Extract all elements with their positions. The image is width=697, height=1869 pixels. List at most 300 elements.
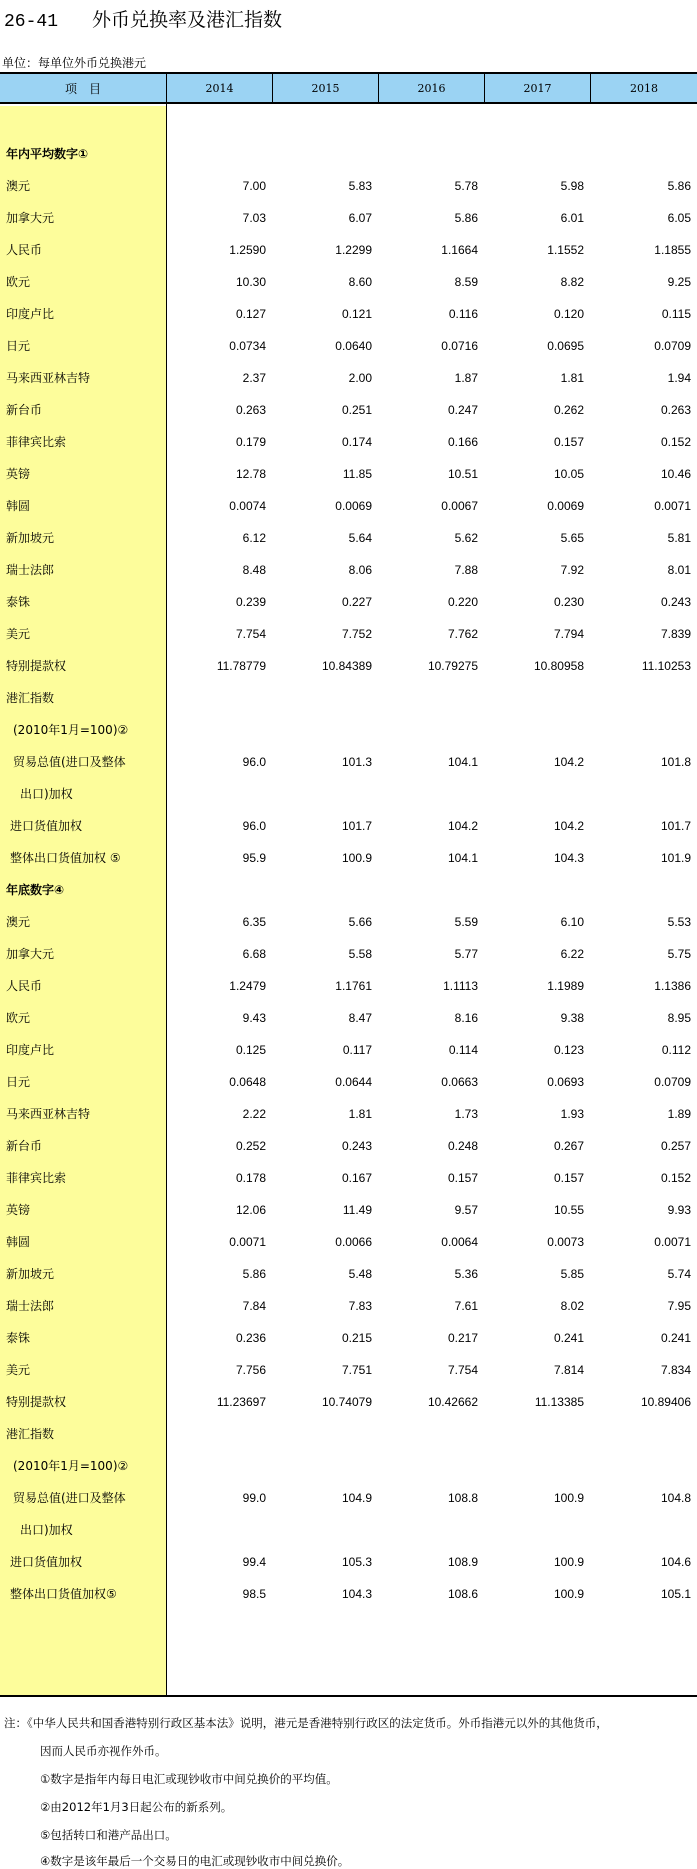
page-title	[4, 6, 282, 34]
cell-value: 0.239	[235, 595, 266, 609]
header-divider	[590, 72, 591, 104]
cell-value: 0.0693	[547, 1075, 584, 1089]
cell-value: 101.8	[660, 755, 691, 769]
table-row	[0, 810, 697, 842]
cell-value: 0.0648	[229, 1075, 266, 1089]
table-row	[0, 1546, 697, 1578]
cell-value: 0.0709	[654, 339, 691, 353]
exchange-rate-table	[0, 72, 697, 1697]
cell-value: 0.267	[553, 1139, 584, 1153]
cell-value: 11.23697	[216, 1395, 266, 1409]
table-row	[0, 1258, 697, 1290]
cell-value: 0.0067	[441, 499, 478, 513]
row-label: 韩圆	[6, 499, 31, 513]
cell-value: 1.81	[348, 1107, 372, 1121]
cell-value: 1.2299	[335, 243, 372, 257]
cell-value: 7.61	[454, 1299, 478, 1313]
row-label: 美元	[6, 1363, 31, 1377]
cell-value: 8.16	[454, 1011, 478, 1025]
table-row	[0, 234, 697, 266]
cell-value: 10.42662	[427, 1395, 478, 1409]
cell-value: 5.64	[348, 531, 372, 545]
table-row	[0, 330, 697, 362]
cell-value: 0.157	[447, 1171, 478, 1185]
table-row	[0, 554, 697, 586]
cell-value: 7.03	[242, 211, 266, 225]
cell-value: 5.86	[454, 211, 478, 225]
row-label: 进口货值加权	[10, 1555, 83, 1569]
cell-value: 6.68	[242, 947, 266, 961]
row-label: 特别提款权	[6, 659, 67, 673]
cell-value: 8.06	[348, 563, 372, 577]
cell-value: 9.93	[667, 1203, 691, 1217]
row-label: 贸易总值(进口及整体	[13, 755, 126, 769]
row-label: 年内平均数字①	[6, 147, 89, 161]
unit-note: 单位：每单位外币兑换港元	[2, 56, 147, 70]
cell-value: 96.0	[242, 755, 266, 769]
table-row	[0, 1354, 697, 1386]
row-label: 菲律宾比索	[6, 1171, 67, 1185]
table-row	[0, 906, 697, 938]
header-divider	[272, 72, 273, 104]
row-label: (2010年1月=100)②	[13, 1459, 129, 1473]
cell-value: 5.86	[667, 179, 691, 193]
row-label: 英镑	[6, 467, 31, 481]
cell-value: 104.6	[660, 1555, 691, 1569]
cell-value: 7.762	[447, 627, 478, 641]
row-label: 新台币	[6, 1139, 43, 1153]
cell-value: 95.9	[242, 851, 266, 865]
cell-value: 0.247	[447, 403, 478, 417]
table-row	[0, 1066, 697, 1098]
cell-value: 0.243	[341, 1139, 372, 1153]
cell-value: 1.1761	[335, 979, 372, 993]
cell-value: 5.75	[667, 947, 691, 961]
cell-value: 5.77	[454, 947, 478, 961]
table-row	[0, 1162, 697, 1194]
cell-value: 12.78	[235, 467, 266, 481]
cell-value: 7.814	[553, 1363, 584, 1377]
cell-value: 5.53	[667, 915, 691, 929]
cell-value: 1.94	[667, 371, 691, 385]
cell-value: 0.127	[235, 307, 266, 321]
table-row	[0, 1514, 697, 1546]
header-year-2014: 2014	[167, 72, 272, 104]
cell-value: 7.95	[667, 1299, 691, 1313]
table-row	[0, 618, 697, 650]
cell-value: 1.1552	[547, 243, 584, 257]
header-year-2018: 2018	[591, 72, 697, 104]
table-row	[0, 714, 697, 746]
cell-value: 7.84	[242, 1299, 266, 1313]
cell-value: 5.65	[560, 531, 584, 545]
cell-value: 101.9	[660, 851, 691, 865]
cell-value: 8.95	[667, 1011, 691, 1025]
cell-value: 0.243	[660, 595, 691, 609]
table-row	[0, 1322, 697, 1354]
table-row	[0, 298, 697, 330]
table-row	[0, 170, 697, 202]
cell-value: 0.116	[448, 307, 478, 321]
row-label: 新加坡元	[6, 1267, 55, 1281]
cell-value: 108.9	[447, 1555, 478, 1569]
cell-value: 1.1113	[443, 979, 478, 993]
cell-value: 7.83	[348, 1299, 372, 1313]
cell-value: 0.0071	[654, 1235, 691, 1249]
cell-value: 0.0069	[335, 499, 372, 513]
cell-value: 5.62	[454, 531, 478, 545]
table-row	[0, 362, 697, 394]
cell-value: 0.262	[553, 403, 584, 417]
cell-value: 6.12	[242, 531, 266, 545]
footnote: 因而人民币亦视作外币。	[40, 1744, 167, 1758]
table-row	[0, 586, 697, 618]
header-year-2017: 2017	[485, 72, 590, 104]
footnote: ①数字是指年内每日电汇或现钞收市中间兑换价的平均值。	[40, 1772, 338, 1786]
cell-value: 6.22	[560, 947, 584, 961]
cell-value: 1.1855	[654, 243, 691, 257]
table-row	[0, 1034, 697, 1066]
table-row	[0, 1002, 697, 1034]
cell-value: 105.3	[341, 1555, 372, 1569]
cell-value: 8.47	[348, 1011, 372, 1025]
cell-value: 101.3	[341, 755, 372, 769]
cell-value: 104.1	[447, 755, 478, 769]
cell-value: 6.01	[560, 211, 584, 225]
row-label: 人民币	[6, 243, 43, 257]
cell-value: 5.59	[454, 915, 478, 929]
cell-value: 11.49	[342, 1203, 372, 1217]
header-item: 项 目	[0, 72, 166, 104]
cell-value: 0.0073	[547, 1235, 584, 1249]
cell-value: 5.58	[348, 947, 372, 961]
cell-value: 0.0734	[229, 339, 266, 353]
cell-value: 0.0071	[654, 499, 691, 513]
cell-value: 101.7	[660, 819, 691, 833]
cell-value: 1.1386	[654, 979, 691, 993]
table-row	[0, 1482, 697, 1514]
row-label: 港汇指数	[6, 1427, 55, 1441]
cell-value: 5.78	[454, 179, 478, 193]
cell-value: 10.84389	[321, 659, 372, 673]
cell-value: 0.257	[660, 1139, 691, 1153]
row-label: 出口)加权	[20, 787, 73, 801]
cell-value: 10.55	[553, 1203, 584, 1217]
footnote: ④数字是该年最后一个交易日的电汇或现钞收市中间兑换价。	[40, 1854, 350, 1868]
cell-value: 8.48	[242, 563, 266, 577]
cell-value: 8.59	[454, 275, 478, 289]
row-label: 澳元	[6, 179, 31, 193]
row-label: 加拿大元	[6, 947, 55, 961]
cell-value: 0.123	[553, 1043, 584, 1057]
cell-value: 0.121	[341, 307, 372, 321]
table-row	[0, 394, 697, 426]
cell-value: 8.60	[348, 275, 372, 289]
row-label: 泰铢	[6, 595, 31, 609]
cell-value: 98.5	[242, 1587, 266, 1601]
cell-value: 5.85	[560, 1267, 584, 1281]
table-row	[0, 650, 697, 682]
cell-value: 5.66	[348, 915, 372, 929]
cell-value: 0.166	[447, 435, 478, 449]
cell-value: 0.263	[235, 403, 266, 417]
table-row	[0, 1130, 697, 1162]
table-row	[0, 1418, 697, 1450]
cell-value: 1.87	[454, 371, 478, 385]
row-label: 瑞士法郎	[6, 1299, 55, 1313]
cell-value: 0.227	[341, 595, 372, 609]
row-label: 印度卢比	[6, 1043, 55, 1057]
cell-value: 5.86	[242, 1267, 266, 1281]
table-row	[0, 874, 697, 906]
cell-value: 100.9	[553, 1491, 584, 1505]
cell-value: 5.74	[667, 1267, 691, 1281]
table-row	[0, 778, 697, 810]
cell-value: 0.157	[553, 1171, 584, 1185]
cell-value: 0.0071	[229, 1235, 266, 1249]
cell-value: 10.46	[660, 467, 691, 481]
cell-value: 1.2590	[229, 243, 266, 257]
cell-value: 11.85	[342, 467, 372, 481]
cell-value: 0.157	[553, 435, 584, 449]
footnote: ②由2012年1月3日起公布的新系列。	[40, 1800, 233, 1814]
cell-value: 0.252	[235, 1139, 266, 1153]
cell-value: 8.82	[560, 275, 584, 289]
cell-value: 10.74079	[321, 1395, 372, 1409]
table-row	[0, 1226, 697, 1258]
row-label: 印度卢比	[6, 307, 55, 321]
row-label: 新台币	[6, 403, 43, 417]
cell-value: 10.05	[553, 467, 584, 481]
cell-value: 0.115	[661, 307, 691, 321]
header-divider	[378, 72, 379, 104]
cell-value: 2.37	[242, 371, 266, 385]
cell-value: 100.9	[341, 851, 372, 865]
cell-value: 104.9	[341, 1491, 372, 1505]
cell-value: 9.25	[667, 275, 691, 289]
cell-value: 5.98	[560, 179, 584, 193]
cell-value: 0.0644	[335, 1075, 372, 1089]
cell-value: 0.125	[235, 1043, 266, 1057]
header-year-2016: 2016	[379, 72, 484, 104]
row-label: 贸易总值(进口及整体	[13, 1491, 126, 1505]
cell-value: 0.167	[341, 1171, 372, 1185]
cell-value: 6.07	[348, 211, 372, 225]
table-row	[0, 266, 697, 298]
row-label: (2010年1月=100)②	[13, 723, 129, 737]
table-row	[0, 682, 697, 714]
table-row	[0, 970, 697, 1002]
cell-value: 0.0663	[441, 1075, 478, 1089]
cell-value: 0.241	[553, 1331, 584, 1345]
cell-value: 0.220	[447, 595, 478, 609]
cell-value: 7.754	[447, 1363, 478, 1377]
cell-value: 6.10	[560, 915, 584, 929]
cell-value: 5.83	[348, 179, 372, 193]
cell-value: 0.179	[235, 435, 266, 449]
cell-value: 0.0064	[441, 1235, 478, 1249]
row-label: 马来西亚林吉特	[6, 1107, 91, 1121]
cell-value: 5.81	[667, 531, 691, 545]
cell-value: 7.754	[235, 627, 266, 641]
cell-value: 0.241	[660, 1331, 691, 1345]
table-header	[0, 72, 697, 106]
cell-value: 0.236	[235, 1331, 266, 1345]
cell-value: 0.230	[553, 595, 584, 609]
cell-value: 7.794	[553, 627, 584, 641]
row-label: 马来西亚林吉特	[6, 371, 91, 385]
cell-value: 1.2479	[229, 979, 266, 993]
table-row	[0, 938, 697, 970]
cell-value: 11.78779	[216, 659, 266, 673]
table-row	[0, 202, 697, 234]
cell-value: 7.92	[560, 563, 584, 577]
cell-value: 10.51	[447, 467, 478, 481]
table-row	[0, 1194, 697, 1226]
cell-value: 1.81	[560, 371, 584, 385]
footnote: 注：《中华人民共和国香港特别行政区基本法》说明，港元是香港特别行政区的法定货币。外币指港元以外的其他货币，	[4, 1716, 608, 1730]
cell-value: 0.117	[342, 1043, 372, 1057]
cell-value: 2.22	[242, 1107, 266, 1121]
cell-value: 8.01	[667, 563, 691, 577]
cell-value: 6.35	[242, 915, 266, 929]
table-row	[0, 842, 697, 874]
cell-value: 0.0709	[654, 1075, 691, 1089]
header-year-2015: 2015	[273, 72, 378, 104]
cell-value: 104.3	[341, 1587, 372, 1601]
cell-value: 7.88	[454, 563, 478, 577]
row-label: 整体出口货值加权 ⑤	[10, 851, 121, 865]
row-label: 出口)加权	[20, 1523, 73, 1537]
row-label: 英镑	[6, 1203, 31, 1217]
cell-value: 100.9	[553, 1555, 584, 1569]
cell-value: 9.38	[560, 1011, 584, 1025]
cell-value: 7.756	[235, 1363, 266, 1377]
cell-value: 8.02	[560, 1299, 584, 1313]
cell-value: 1.89	[667, 1107, 691, 1121]
cell-value: 108.8	[447, 1491, 478, 1505]
cell-value: 0.263	[660, 403, 691, 417]
cell-value: 1.1664	[441, 243, 478, 257]
cell-value: 10.89406	[640, 1395, 691, 1409]
table-row	[0, 106, 697, 138]
table-row	[0, 138, 697, 170]
cell-value: 7.752	[341, 627, 372, 641]
table-row	[0, 1098, 697, 1130]
cell-value: 2.00	[348, 371, 372, 385]
cell-value: 0.0640	[335, 339, 372, 353]
cell-value: 0.152	[660, 435, 691, 449]
table-bottom-rule	[0, 1695, 697, 1697]
cell-value: 0.0074	[229, 499, 266, 513]
cell-value: 12.06	[235, 1203, 266, 1217]
cell-value: 1.93	[560, 1107, 584, 1121]
row-label: 日元	[6, 1075, 31, 1089]
cell-value: 7.751	[341, 1363, 372, 1377]
cell-value: 9.57	[454, 1203, 478, 1217]
table-row	[0, 1386, 697, 1418]
table-row	[0, 458, 697, 490]
table-title: 外币兑换率及港汇指数	[92, 9, 283, 31]
cell-value: 104.2	[553, 755, 584, 769]
cell-value: 96.0	[242, 819, 266, 833]
row-label: 欧元	[6, 1011, 31, 1025]
cell-value: 7.834	[660, 1363, 691, 1377]
cell-value: 0.215	[341, 1331, 372, 1345]
table-row	[0, 426, 697, 458]
row-label: 泰铢	[6, 1331, 31, 1345]
cell-value: 104.2	[447, 819, 478, 833]
row-label: 年底数字④	[6, 883, 65, 897]
cell-value: 9.43	[242, 1011, 266, 1025]
row-label: 韩圆	[6, 1235, 31, 1249]
row-label: 港汇指数	[6, 691, 55, 705]
cell-value: 0.0069	[547, 499, 584, 513]
row-label: 整体出口货值加权⑤	[10, 1587, 117, 1601]
table-row	[0, 746, 697, 778]
cell-value: 11.10253	[641, 659, 691, 673]
cell-value: 0.178	[235, 1171, 266, 1185]
cell-value: 105.1	[660, 1587, 691, 1601]
cell-value: 0.251	[341, 403, 372, 417]
cell-value: 10.79275	[427, 659, 478, 673]
row-label: 瑞士法郎	[6, 563, 55, 577]
table-row	[0, 522, 697, 554]
cell-value: 0.114	[448, 1043, 478, 1057]
row-label: 进口货值加权	[10, 819, 83, 833]
cell-value: 0.217	[447, 1331, 478, 1345]
cell-value: 7.00	[242, 179, 266, 193]
cell-value: 11.13385	[534, 1395, 584, 1409]
row-label: 加拿大元	[6, 211, 55, 225]
cell-value: 0.120	[553, 307, 584, 321]
cell-value: 1.73	[454, 1107, 478, 1121]
cell-value: 99.4	[242, 1555, 266, 1569]
row-label: 澳元	[6, 915, 31, 929]
cell-value: 5.48	[348, 1267, 372, 1281]
cell-value: 10.30	[235, 275, 266, 289]
cell-value: 104.2	[553, 819, 584, 833]
cell-value: 0.174	[341, 435, 372, 449]
cell-value: 10.80958	[533, 659, 584, 673]
cell-value: 100.9	[553, 1587, 584, 1601]
cell-value: 104.8	[660, 1491, 691, 1505]
cell-value: 101.7	[341, 819, 372, 833]
table-number: 26-41	[4, 12, 59, 32]
row-label: 日元	[6, 339, 31, 353]
cell-value: 7.839	[660, 627, 691, 641]
table-row	[0, 1578, 697, 1610]
row-label: 欧元	[6, 275, 31, 289]
cell-value: 5.36	[454, 1267, 478, 1281]
table-row	[0, 1290, 697, 1322]
row-label: 新加坡元	[6, 531, 55, 545]
cell-value: 0.112	[661, 1043, 691, 1057]
header-divider	[484, 72, 485, 104]
cell-value: 104.3	[553, 851, 584, 865]
cell-value: 0.0066	[335, 1235, 372, 1249]
cell-value: 108.6	[447, 1587, 478, 1601]
cell-value: 0.0716	[441, 339, 478, 353]
footnote: ⑤包括转口和港产品出口。	[40, 1828, 177, 1842]
cell-value: 0.248	[447, 1139, 478, 1153]
row-label: 特别提款权	[6, 1395, 67, 1409]
cell-value: 0.152	[660, 1171, 691, 1185]
row-label: 美元	[6, 627, 31, 641]
cell-value: 99.0	[242, 1491, 266, 1505]
table-row	[0, 1450, 697, 1482]
cell-value: 6.05	[667, 211, 691, 225]
